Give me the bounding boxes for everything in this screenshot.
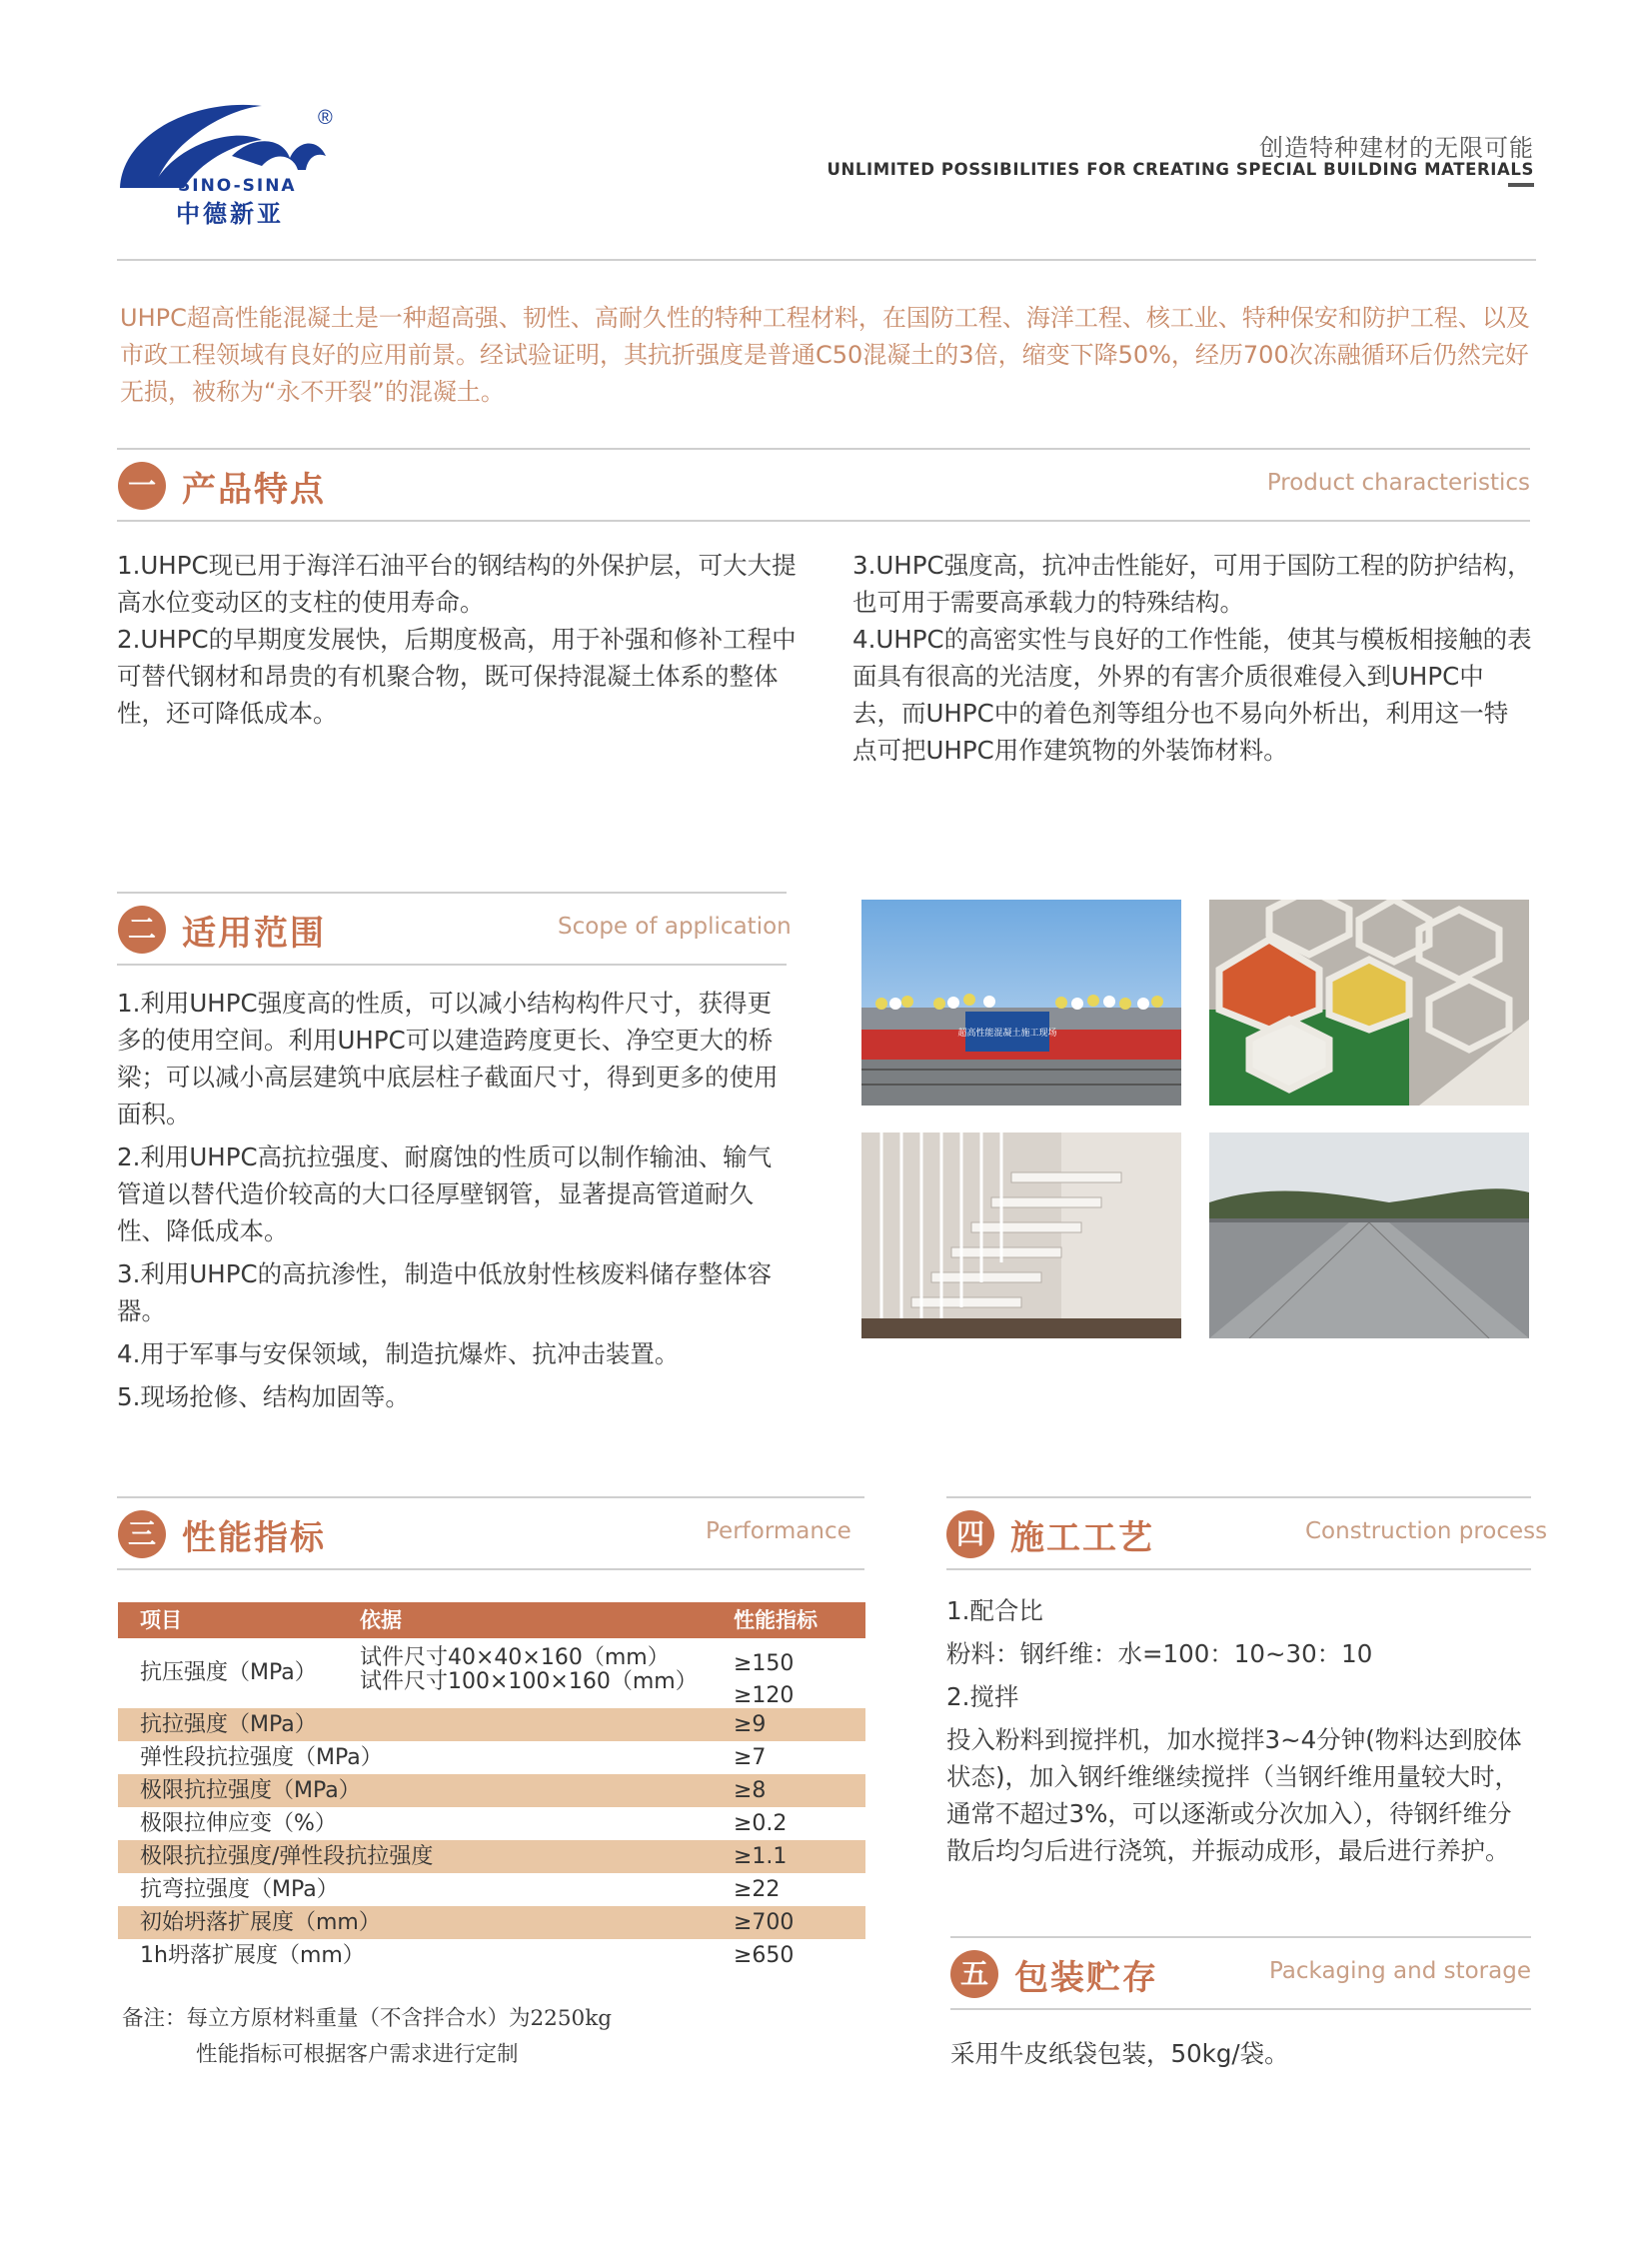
section-4-subtitle: Construction process	[1305, 1518, 1548, 1544]
cell-value: ≥150	[734, 1651, 795, 1676]
section-3-badge: 三	[118, 1510, 166, 1558]
scope-item: 1.利用UHPC强度高的性质，可以减小结构构件尺寸，获得更多的使用空间。利用UHPC可以建造跨度更长、净空更大的桥梁；可以减小高层建筑中底层柱子截面尺寸，得到更多的使用面积。	[117, 989, 779, 1128]
process-heading: 1.配合比	[946, 1596, 1043, 1625]
cell-item: 极限拉伸应变（%）	[140, 1811, 337, 1836]
process-ratio: 粉料：钢纤维：水=100：10~30：10	[946, 1639, 1373, 1668]
cell-item: 1h坍落扩展度（mm）	[140, 1943, 365, 1968]
table-note-2: 性能指标可根据客户需求进行定制	[196, 2042, 519, 2067]
photo-staircase	[861, 1132, 1181, 1338]
section-4-content	[946, 1592, 1531, 1869]
cell-value: ≥8	[734, 1778, 767, 1803]
table-row	[118, 1774, 865, 1807]
section-3-top-line	[117, 1496, 864, 1498]
section-2-list	[117, 985, 782, 1415]
section-4-badge: 四	[946, 1510, 994, 1558]
photo-honeycomb-facade	[1209, 900, 1529, 1106]
table-note-1: 备注：每立方原材料重量（不含拌合水）为2250kg	[122, 2006, 613, 2031]
feature-item: 2.UHPC的早期度发展快，后期度极高，用于补强和修补工程中可替代钢材和昂贵的有机聚合物，既可保持混凝土体系的整体性，还可降低成本。	[117, 625, 797, 728]
header-item: 项目	[140, 1608, 182, 1632]
process-mixing: 投入粉料到搅拌机，加水搅拌3~4分钟(物料达到胶体状态)，加入钢纤维继续搅拌（当钢纤维用量较大时，通常不超过3%，可以逐渐或分次加入），待钢纤维分散后均匀后进行浇筑，并振动成形，最后进行养护。	[946, 1725, 1522, 1865]
cell-value: ≥9	[734, 1712, 767, 1737]
cell-item: 初始坍落扩展度（mm）	[140, 1910, 381, 1935]
logo-text-cn: 中德新亚	[176, 200, 284, 228]
table-row	[118, 1939, 865, 1972]
table-row	[118, 1741, 865, 1774]
section-2-subtitle: Scope of application	[558, 914, 792, 940]
svg-text:超高性能混凝土施工现场: 超高性能混凝土施工现场	[957, 1029, 1057, 1039]
section-5-top-line	[950, 1936, 1531, 1938]
performance-table	[118, 1602, 865, 1972]
feature-item: 3.UHPC强度高，抗冲击性能好，可用于国防工程的防护结构，也可用于需要高承载力的特殊结构。	[852, 551, 1532, 617]
section-2-badge: 二	[118, 906, 166, 954]
header-value: 性能指标	[734, 1608, 818, 1632]
section-5-bottom-line	[950, 2008, 1531, 2010]
cell-item: 极限抗拉强度（MPa）	[140, 1778, 361, 1803]
cell-value: ≥1.1	[734, 1844, 788, 1869]
table-row	[118, 1873, 865, 1906]
cell-value: ≥0.2	[734, 1811, 788, 1836]
section-1-subtitle: Product characteristics	[1266, 470, 1530, 496]
header-divider	[117, 259, 1536, 261]
section-5-subtitle: Packaging and storage	[1268, 1958, 1531, 1984]
table-row	[118, 1638, 865, 1708]
slogan-chinese: 创造特种建材的无限可能	[1259, 134, 1534, 162]
photo-construction-site	[861, 900, 1181, 1106]
slogan-english: UNLIMITED POSSIBILITIES FOR CREATING SPECIAL BUILDING MATERIALS	[826, 160, 1534, 179]
section-4-bottom-line	[946, 1568, 1531, 1570]
intro-paragraph: UHPC超高性能混凝土是一种超高强、韧性、高耐久性的特种工程材料，在国防工程、海洋工程、核工业、特种保安和防护工程、以及市政工程领域有良好的应用前景。经试验证明，其抗折强度是普通C50混凝土的3倍，缩变下降50%，经历700次冻融循环后仍然完好无损，被称为“永不开裂”的混凝土。	[120, 304, 1530, 406]
svg-text:®: ®	[318, 107, 333, 129]
section-3-subtitle: Performance	[706, 1518, 851, 1544]
cell-value: ≥7	[734, 1745, 767, 1770]
section-2-title: 适用范围	[182, 914, 326, 954]
cell-item: 极限抗拉强度/弹性段抗拉强度	[140, 1844, 434, 1869]
logo-text-en: SINO-SINA	[178, 176, 297, 196]
company-logo	[112, 96, 352, 226]
cell-basis: 试件尺寸100×100×160（mm）	[360, 1669, 698, 1694]
section-1-badge: 一	[118, 462, 166, 510]
cell-item: 抗弯拉强度（MPa）	[140, 1877, 339, 1902]
section-1-top-line	[117, 448, 1530, 450]
section-4-top-line	[946, 1496, 1531, 1498]
table-header	[118, 1602, 865, 1638]
section-5-badge: 五	[950, 1950, 998, 1998]
cell-value: ≥22	[734, 1877, 781, 1902]
table-row	[118, 1906, 865, 1939]
cell-value: ≥700	[734, 1910, 795, 1935]
packaging-text: 采用牛皮纸袋包装，50kg/袋。	[950, 2039, 1289, 2068]
cell-item: 弹性段抗拉强度（MPa）	[140, 1745, 383, 1770]
scope-item: 2.利用UHPC高抗拉强度、耐腐蚀的性质可以制作输油、输气管道以替代造价较高的大口径厚壁钢管，显著提高管道耐久性、降低成本。	[117, 1142, 773, 1245]
feature-item: 1.UHPC现已用于海洋石油平台的钢结构的外保护层，可大大提高水位变动区的支柱的使用寿命。	[117, 551, 797, 617]
section-3-bottom-line	[117, 1568, 864, 1570]
section-5-title: 包装贮存	[1014, 1958, 1158, 1998]
slogan-underline	[1508, 183, 1534, 187]
scope-item: 3.利用UHPC的高抗渗性，制造中低放射性核废料储存整体容器。	[117, 1259, 773, 1325]
photo-bridge-deck	[1209, 1132, 1529, 1338]
section-1-title: 产品特点	[182, 470, 326, 510]
section-1-left-column	[117, 547, 797, 732]
section-3-title: 性能指标	[182, 1518, 326, 1558]
section-2-bottom-line	[117, 964, 787, 966]
section-1-bottom-line	[117, 520, 1530, 522]
table-row	[118, 1708, 865, 1741]
header-basis: 依据	[360, 1608, 402, 1632]
process-heading: 2.搅拌	[946, 1682, 1019, 1711]
cell-item: 抗压强度（MPa）	[140, 1660, 317, 1685]
table-row	[118, 1840, 865, 1873]
cell-item: 抗拉强度（MPa）	[140, 1712, 317, 1737]
scope-item: 5.现场抢修、结构加固等。	[117, 1382, 410, 1411]
section-2-top-line	[117, 892, 787, 894]
table-row	[118, 1807, 865, 1840]
section-1-right-column	[852, 547, 1532, 769]
cell-value: ≥120	[734, 1683, 795, 1708]
feature-item: 4.UHPC的高密实性与良好的工作性能，使其与模板相接触的表面具有很高的光洁度，外界的有害介质很难侵入到UHPC中去，而UHPC中的着色剂等组分也不易向外析出，利用这一特点可把UHPC用作建筑物的外装饰材料。	[852, 625, 1532, 765]
cell-value: ≥650	[734, 1943, 795, 1968]
cell-basis: 试件尺寸40×40×160（mm）	[360, 1645, 670, 1670]
scope-item: 4.用于军事与安保领域，制造抗爆炸、抗冲击装置。	[117, 1339, 680, 1368]
section-4-title: 施工工艺	[1010, 1518, 1154, 1558]
